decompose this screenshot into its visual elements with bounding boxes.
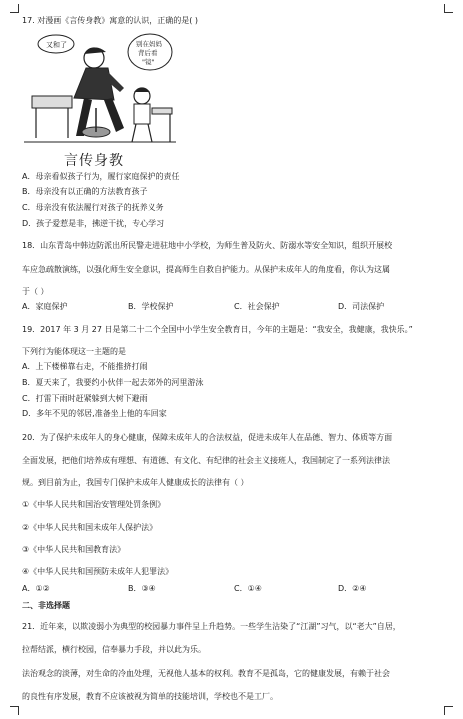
- q20-option-b: B．③④: [128, 584, 156, 593]
- q18-line-3: 于（ ）: [22, 287, 49, 296]
- q17-stem: 17. 对漫画《言传身教》寓意的认识，正确的是( ): [22, 16, 199, 25]
- q21-line-3: 法治观念的淡薄，对生命的冷血处理，无视他人基本的权利。教育不是孤岛，它的健康发展，有赖于社会: [22, 669, 390, 678]
- q19-line-1: 19．2017 年 3 月 27 日是第二十二个全国中小学生安全教育日，今年的主题是：“我安全，我健康，我快乐。”: [22, 325, 413, 334]
- q20-item-4: ④《中华人民共和国预防未成年人犯罪法》: [22, 567, 174, 576]
- bubble-right-line-1: 别在妈妈: [136, 40, 162, 48]
- q18-option-d: D．司法保护: [338, 302, 385, 311]
- crop-mark-top-left: [10, 4, 19, 13]
- q18-option-b: B．学校保护: [128, 302, 174, 311]
- q20-option-d: D．②④: [338, 584, 367, 593]
- section-title: 二、非选择题: [22, 601, 70, 610]
- q21-line-4: 的良性有序发展，教育不应该被视为简单的技能培训，学校也不是工厂。: [22, 692, 278, 701]
- q20-line-1: 20．为了保护未成年人的身心健康，保障未成年人的合法权益，促进未成年人在品德、智力、体质等方面: [22, 433, 393, 442]
- bubble-right-line-3: "镜": [142, 58, 155, 66]
- q17-option-a: A．母亲看似孩子行为，履行家庭保护的责任: [22, 172, 180, 181]
- q19-option-a: A．上下楼梯靠右走，不能推挤打闹: [22, 362, 148, 371]
- crop-mark-bottom-left: [10, 706, 19, 715]
- q18-line-2: 车应急疏散演练，以强化师生安全意识，提高师生自救自护能力。从保护未成年人的角度看，你认为这属: [22, 265, 390, 274]
- q19-line-2: 下列行为能体现这一主题的是: [22, 347, 126, 356]
- q20-item-1: ①《中华人民共和国治安管理处罚条例》: [22, 500, 166, 509]
- child-desk: [152, 108, 172, 114]
- q18-option-a: A．家庭保护: [22, 302, 68, 311]
- q20-line-2: 全面发展，把他们培养成有理想、有道德、有文化、有纪律的社会主义接班人，我国制定了一系列法律法: [22, 456, 390, 465]
- q20-item-3: ③《中华人民共和国教育法》: [22, 545, 126, 554]
- q17-option-c: C．母亲没有依法履行对孩子的抚养义务: [22, 203, 164, 212]
- q17-option-b: B．母亲没有以正确的方法教育孩子: [22, 187, 148, 196]
- q18-line-1: 18．山东青岛中韩边防派出所民警走进驻地中小学校，为师生普及防火、防溺水等安全知识，组织开展校: [22, 241, 393, 250]
- q19-option-d: D．多年不见的邻居,准备坐上他的车回家: [22, 409, 167, 418]
- crop-mark-bottom-right: [444, 706, 453, 715]
- q20-line-3: 规。到目前为止，我国专门保护未成年人健康成长的法律有（ ）: [22, 478, 249, 487]
- q18-option-c: C．社会保护: [234, 302, 280, 311]
- desk-shape: [32, 96, 72, 108]
- q19-option-b: B．夏天来了，我要约小伙伴一起去郊外的河里游泳: [22, 378, 204, 387]
- q21-line-2: 拉帮结派，横行校园，信奉暴力手段，并以此为乐。: [22, 645, 206, 654]
- q20-option-a: A．①②: [22, 584, 50, 593]
- q17-option-d: D．孩子爱惹是非，拂逆干扰，专心学习: [22, 219, 165, 228]
- q21-line-1: 21．近年来，以欺凌弱小为典型的校园暴力事件呈上升趋势。一些学生沾染了“江湖”习气，以“老大”自居，: [22, 622, 401, 631]
- q20-option-c: C．①④: [234, 584, 262, 593]
- crop-mark-top-right: [444, 4, 453, 13]
- bubble-right-line-2: 背后看: [138, 49, 158, 57]
- bubble-left-text: 又和了: [46, 41, 67, 49]
- q19-option-c: C．打雷下雨时赶紧躲到大树下避雨: [22, 394, 148, 403]
- q20-item-2: ②《中华人民共和国未成年人保护法》: [22, 523, 158, 532]
- cartoon-caption: 言传身教: [64, 153, 124, 169]
- cartoon-illustration: [24, 28, 176, 150]
